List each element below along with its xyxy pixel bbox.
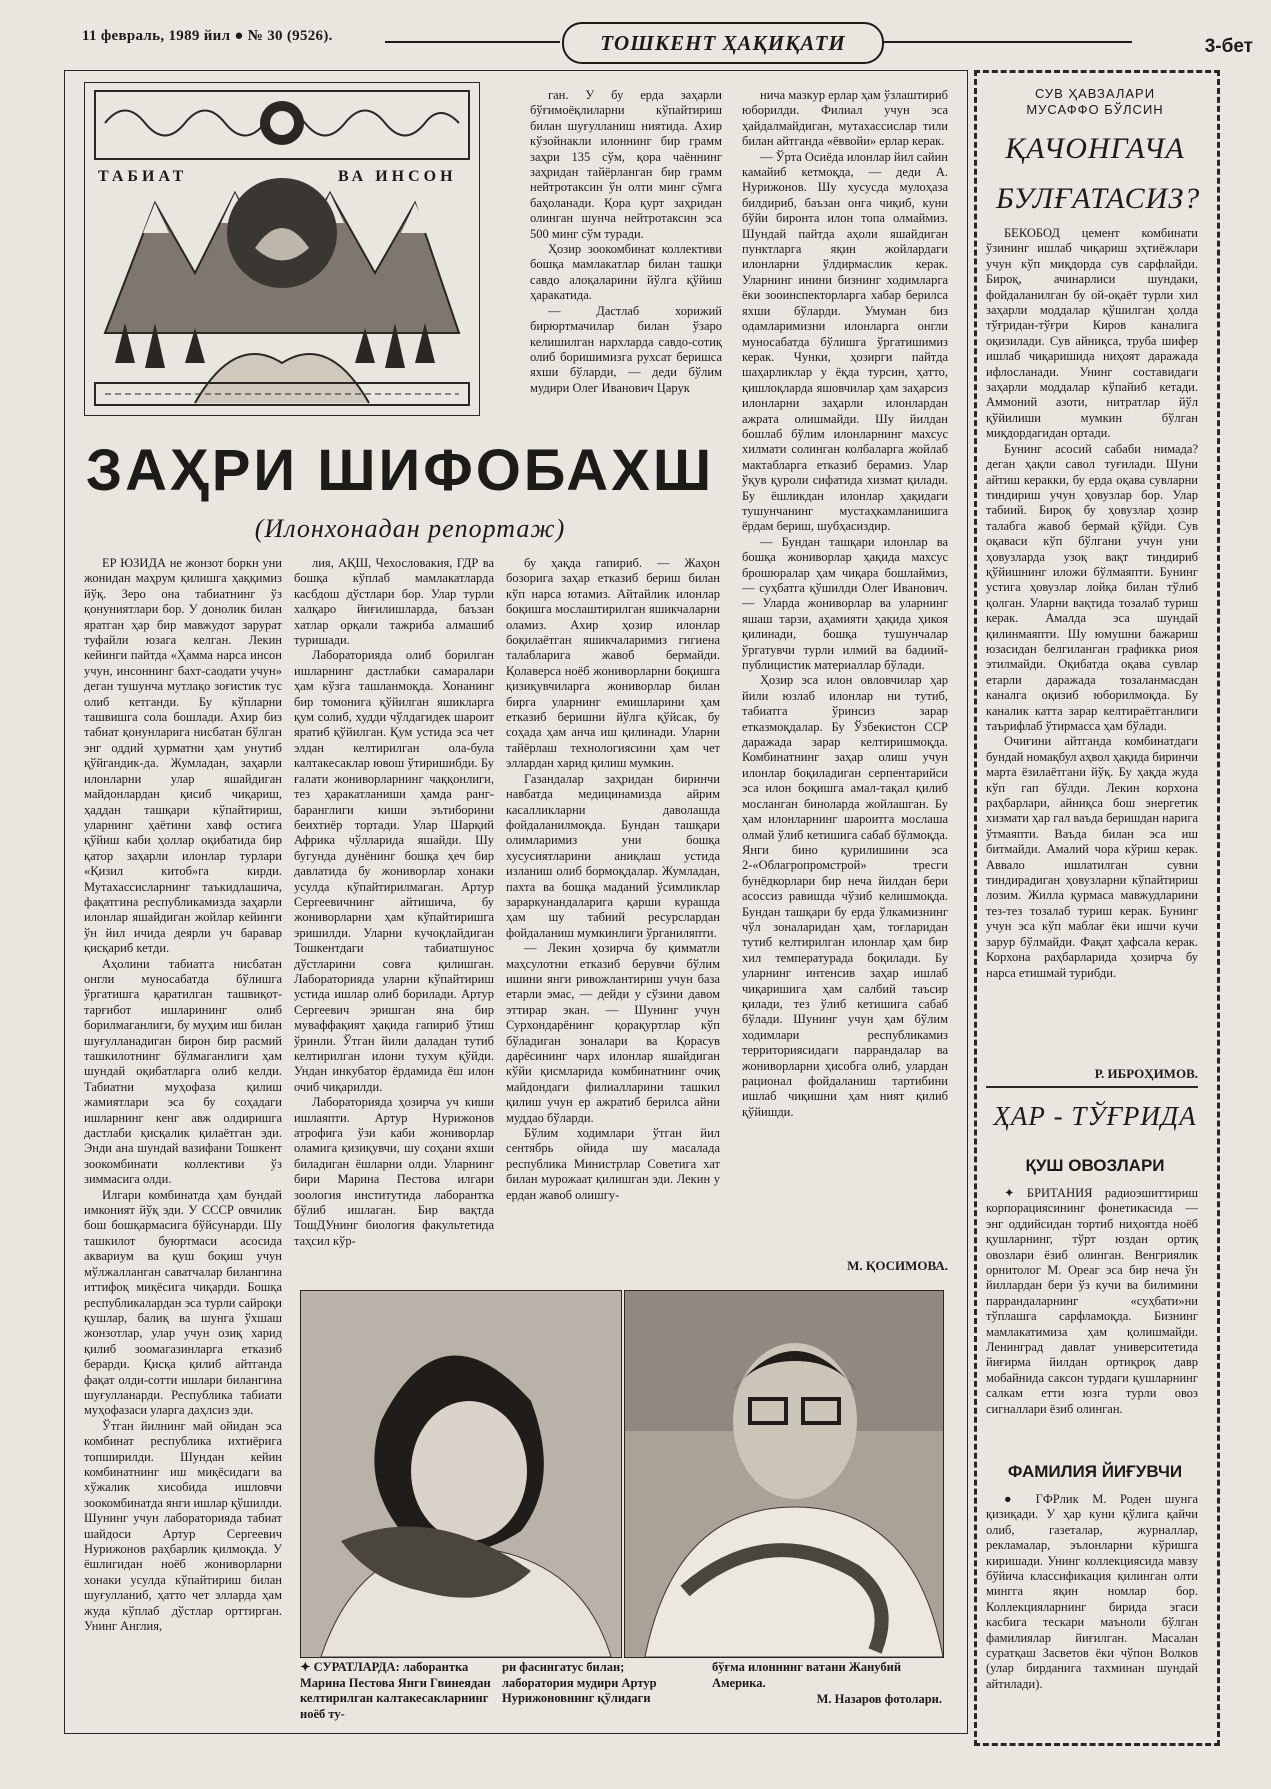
sidebar-body: [986, 226, 1198, 1066]
sidebar-paragraph: ● ГФРлик М. Роден шунга қизиқади. У ҳар куни қўлига қайчи олиб, газеталар, журналлар, рекламалар, эълонларни кўришга киришади. Унинг коллекциясида мавзу бўйича классификация қилинган олти мингга яқин номлар бор. Коллекцияларнинг бирида эгаси касбига тескари маъноли бўлган фамилиялар йиғилган. Масалан суратқаш Засветов ёки чўпон Волков (улар бирданига тахминан шундай айтилади).: [986, 1492, 1198, 1691]
nature-emblem-illustration: [85, 83, 479, 415]
article-paragraph: — Дастлаб хорижий бирюртмачилар билан ўзаро келишилган нархларда савдо-сотиқ олиб боришимизга рухсат беришса яхши бўларди, — деди бўлим мудири Олег Иванович Царук: [530, 303, 722, 395]
article-paragraph: Лабораторияда олиб борилган ишларнинг дастлабки самаралари ҳам кўзга ташланмоқда. Хонанинг бир томонига қўйилган яшикларга қум солиб, худди чўлдагидек шароит яратиб қўйилган. Қум устида эса чет элдан келтирилган ола-була калтакесаклар ювош ўтиришибди. Бу ғалати жониворларнинг чаққонлиги, тез ҳаракатланиши ҳамда ранг-баранглиги киши эътиборини беихтиёр тортади. Улар Шарқий Африка чўлларида яшайди. Шу бугунда дунёнинг бошқа ҳеч бир давлатида бу жониворлар хонаки усулда кўпайтирилмаган. Артур Сергеевичнинг айтишича, бу жониворларни ҳам кўпайтиришга эришилди. Уларни кучоқлайдиган Тошкентдаги табиатшунос дўстларини совға қилишган. Лабораторияда уларни кўпайтириш устида ишлар олиб борилади. Артур Сергеевич эришган яна бир муваффақият ҳақида гапириб ўтиш ўринли. Ўтган йили даладан тутиб келтирилган илони тухум қўйди. Ундан инкубатор ёрдамида ёш илон очиб чиқарилди.: [294, 648, 494, 1094]
section-title: ҲАР - ТЎҒРИДА: [993, 1101, 1197, 1131]
emblem-label-left: ТАБИАТ: [98, 168, 188, 185]
article-paragraph: ган. У бу ерда заҳарли бўғимоёқлиларни кўпайтириш билан шуғулланиш ниятида. Ахир кўзойнакли илоннинг бир грамм заҳри 135 сўм, қора чаённинг заҳридан тайёрланган бир грамм нейтротаксин ўн олти минг сўмга баҳоланади. Қора қурт заҳридан олинган шунча нейтротаксин эса 500 минг сўм туради.: [530, 88, 722, 241]
issue-date: 11 февраль, 1989 йил ● № 30 (9526).: [82, 28, 333, 44]
photo-credit: М. Назаров фотолари.: [816, 1692, 942, 1706]
article-paragraph: Ҳозир эса илон овловчилар ҳар йили юзлаб илонлар ни тутиб, табиатга ўринсиз зарар етказмоқдалар. Бу Ўзбекистон ССР даражада зарар келтиришмоқда. Комбинатнинг заҳар олиш учун илонлар боқиладиган серпентарийси эса илон боқишга амал-тақал қилиб мосланган биноларда жойлашган. Бу ҳам илонларнинг шароитга мослаша олмай ўлиб кетишига сабаб бўлмоқда. Янги бино қурилишини эса 2-«Облагропромстрой» тресги бунёдкорлари бир неча йилдан бери асоссиз равишда чўзиб келишмоқда. Бундан ташқари бу ерда ўлкамизнинг чўл зоналаридан ҳам, тоғларидан тутиб келтирилган илонлар ҳам бир хил температурада боқилади. Бу уларнинг интенсив заҳар ишлаб чиқаришига ҳам салбий таъсир қилади, тез ўлиб кетишига сабаб бўлади. Шунинг учун ҳам бўлим ходимлари республикамиз территориясидаги паррандалар ва жониворларни ҳисобга олиб, улардан рационал фойдаланиш тартибини ишлаб чиқишни ҳам ният қилиб қўйишди.: [742, 673, 948, 1119]
nature-emblem: [84, 82, 480, 416]
item-body-bird-sounds: [986, 1186, 1198, 1452]
article-paragraph: Аҳолини табиатга нисбатан онгли муносабатда бўлишга ўргатишга қаратилган ташвиқот-тарғибот ишларининг олиб борилмаганлиги, бу муҳим иш билан шуғулланадиган бирон бир расмий ташкилотнинг бўлмаганлиги ҳам шундай оқибатларга олиб келди. Табиатни муҳофаза қилиш жамиятлари эса бу соҳадаги ишларнинг кенг авж олдиришга дастлаби қисқалик қилаётган эди. Энди ана шундай вазифани Тошкент зоокомбинати коллективи ўз зиммасига олди.: [84, 956, 282, 1187]
emblem-label-right: ВА ИНСОН: [338, 168, 457, 185]
photo-lab-assistant: [300, 1290, 622, 1658]
article-paragraph: Газандалар заҳридан биринчи навбатда медицинамизда айрим касалликларни даволашда фойдаланилмоқда. Бундан ташқари олимларимиз уни бошқа хусусиятларини аниқлаш устида изланиш олиб бормоқдалар. Жумладан, пахта ва бошқа маданий ўсимликлар зараркунандаларига қарши курашда ҳам шу табиий ресурслардан фойдаланиш мумкинлиги ўрганиляпти.: [506, 771, 720, 940]
article-column-5: [742, 88, 948, 1228]
sidebar-title: ҚАЧОНГАЧА БУЛҒАТАСИЗ?: [996, 132, 1201, 215]
photo-caption-right: бўғма илоннинг ватани Жанубий Америка.: [712, 1660, 902, 1690]
article-paragraph: — Бундан ташқари илонлар ва бошқа жониворлар ҳақида махсус брошюралар ҳам чиқара бошлаймиз, — суҳбатга қўшилди Олег Иванович. — Уларда жониворлар ва уларнинг яшаш тарзи, аҳамияти ҳақида ҳикоя қилинади, бошқа тушунчалар ўргатувчи турли илмий ва бадиий-публицистик материаллар бўлади.: [742, 534, 948, 673]
article-column-3: [506, 556, 720, 1256]
item-body-surname-collector: [986, 1492, 1198, 1728]
article-paragraph: Лабораторияда ҳозирча уч киши ишлаяпти. Артур Нурижонов атрофига ўзи каби жониворлар оламига қизиқувчи, шу соҳани яхши биладиган ёшларни олди. Уларнинг бири Марина Пестова илгари зоология институтида лаборантка бўлиб ишлаган. Бир вақтда ТошДУнинг биология факультетида таҳсил кўр-: [294, 1095, 494, 1248]
sidebar-kicker: СУВ ҲАВЗАЛАРИ МУСАФФО БЎЛСИН: [1026, 86, 1164, 117]
article-paragraph: Бўлим ходимлари ўтган йил сентябрь ойида шу масалада республика Министрлар Советига хат билан мурожаат қилишган эди. Лекин у ердан жавоб олишгу-: [506, 1126, 720, 1202]
article-signature: М. ҚОСИМОВА.: [847, 1258, 948, 1273]
article-paragraph: Ўтган йилнинг май ойидан эса комбинат республика ихтиёрига топширилди. Шундан кейин комбинатнинг иш миқёсидаги ва хўжалик хисобида ишловчи зоокомбинатда янги ишлар қўшилди. Шунинг учун лабораторияда табиат шайдоси Артур Сергеевич Нурижонов раҳбарлик қилмоқда. У ёшлигидан ноёб жониворларни хонаки усулда кўпайтириш билан шуғулланиб, ҳатто чет элларда ҳам жуда кўплаб дўстлар орттирган. Унинг Англия,: [84, 1418, 282, 1634]
masthead: ТОШКЕНТ ҲАҚИҚАТИ: [562, 22, 884, 64]
page-number: 3-бет: [1204, 36, 1253, 57]
article-paragraph: Ҳозир зоокомбинат коллективи бошқа мамлакатлар билан ташқи савдо алоқаларини йўлга қўйиш ҳаракатида.: [530, 242, 722, 303]
header-rule-right: [882, 41, 1132, 43]
sidebar-paragraph: Очиғини айтганда комбинатдаги бундай номақбул аҳвол ҳақида биринчи марта ёзилаётгани йўқ. Бу ҳақда жуда кўп гап бўлди. Лекин корхона раҳбарлари, айниқса бош энергетик хизмати ҳар гал ваъда беришдан нарига ўтмаяпти. Ваъда билан эса иш битмайди. Амалий чора кўриш керак. Аввало ишлатилган сувни тиндирадиган ҳовузларни кўпайтириш лозим. Жилла қурмаса мавжудларини тез-тез тозалаб туриш керак. Бунинг учун эса кўп маблағ ёки ишчи кучи зарур бўлмайди. Фақат ҳафсала керак. Корхона раҳбарларида ҳозирча бу нарса етишмай турибди.: [986, 734, 1198, 980]
article-paragraph: Илгари комбинатда ҳам бундай имконият йўқ эди. У СССР овчилик бош бошқармасига бўйсунарди. Шу ташкилот буюртмаси асосида аквариум ва қуш боқиш учун мўлжалланган саватчалар билангина иттифоқ миқёсига чиқарди. Бошқа республикалардан эса турли сайроқи қушлар, балиқ ва шунга ўхшаш жонзотлар, улар учун озиқ харид қилиб зоомагазинларга етказиб берарди. Қисқа қилиб айтганда фақат олди-сотти ишлари билангина шуғулланарди. Республика табиати муҳофазаси уларга даҳлсиз эди.: [84, 1187, 282, 1418]
photo-lab-head: [624, 1290, 944, 1658]
article-column-2: [294, 556, 494, 1256]
item-title-surname-collector: ФАМИЛИЯ ЙИҒУВЧИ: [1007, 1462, 1183, 1481]
photo-caption-left: ✦ СУРАТЛАРДА: лаборантка Марина Пестова Янги Гвинеядан келтирилган калтакесакларнинг ноёб ту-: [300, 1660, 491, 1721]
sidebar-signature: Р. ИБРОҲИМОВ.: [1094, 1066, 1198, 1081]
article-paragraph: лия, АҚШ, Чехословакия, ГДР ва бошқа кўплаб мамлакатларда касбдош дўстлари бор. Улар турли халқаро йиғилишларда, баъзан хатлар орқали тажриба алмашиб туришади.: [294, 556, 494, 648]
article-column-1: [84, 556, 282, 1706]
sidebar-divider: [986, 1086, 1198, 1088]
sidebar-paragraph: БЕКОБОД цемент комбинати ўзининг ишлаб чиқариш эҳтиёжлари учун кўп миқдорда сув сарфлайди. Бироқ, ачинарлиси шундаки, фойдаланилган бу ой-оқаёт турли хил заҳарли моддалар қўшилган ҳолда тўғридан-тўғри Киров каналига оқизилади. Сув айниқса, труба шифер ишлаб чиқаришида ниҳоят даражада ифлосланади. Унинг составидаги заҳарли моддалар кўпайиб кетади. Аммоний азоти, нитратлар йўл қўйилиши мумкин бўлган миқдордагидан ортади.: [986, 226, 1198, 441]
article-paragraph: — Лекин ҳозирча бу қимматли маҳсулотни етказиб берувчи бўлим ишини янги ривожлантириш учун база етарли эмас, — дейди у сўзини давом эттирар экан. — Шунинг учун Сурхондарёнинг қорақуртлар кўп бўладиган зоналари ва Қорасув дарёсининг чарх илонлар яшайдиган кўйи қисмларида комбинатнинг очиқ майдондаги филиалларини ташкил қилиш учун ер ажратиб берилса айни муддао бўларди.: [506, 941, 720, 1125]
article-headline: ЗАҲРИ ШИФОБАХШ: [85, 438, 715, 503]
article-column-4: [530, 88, 722, 418]
article-paragraph: бу ҳақда гапириб. — Жаҳон бозорига заҳар етказиб бериш билан кўп нарса ютамиз. Айтайлик илонлар боқишга мослаштирилган яшикчаларни оламиз. Ахир ҳозир илонлар боқилаётган яшикчаларимиз гигиена талабларига жавоб бермайди. Қолаверса ноёб жониворларни боқишга қизиқувчиларга жониворлар билан бирга уларнинг емишларини ҳам етказиб беришни йўлга қўйсак, бу соҳада ҳам анча иш қилинади. Уларни тайёрлаш технологиясини ҳам чет эллардан харид қилиш мумкин.: [506, 556, 720, 771]
article-paragraph: ЕР ЮЗИДА не жонзот боркн уни жонидан маҳрум қилишга ҳаққимиз йўқ. Зеро она табиатнинг ўз қонуниятлари бор. У донолик билан яратган ҳар бир мавжудот зарурат туфайли юзага келган. Лекин кейинги пайтда «Ҳамма нарса инсон учун, инсоннинг бахт-саодати учун» деган тушунча мутлақо зоғистик тус олиб кетганди. Бу кўпларни ташвишга сола бошлади. Ахир биз табиат қонунларига нисбатан бўлган энг оддий ҳурматни ҳам унутиб қўйгандик-да. Жумладан, заҳарли илонларни улар яшайдиган майдонлардан қисиб чиқариш, ҳаддан ташқари кўпайтириш, уларнинг ҳаётини хавф остига қўйиш каби ҳоллар оқибатида бир қатор заҳарли илонлар турлари «Қизил китоб»га кирди. Мутахассисларнинг таъкидлашича, фақатгина республикамизда заҳарли илонлар яшайдиган жойлар кейинги ўн йил ичида деярли уч баравар қисқариб кетди.: [84, 556, 282, 956]
article-paragraph: — Ўрта Осиёда илонлар йил сайин камайиб кетмоқда, — деди А. Нурижонов. Шу хусусда мулоҳаза билдириб, баъзан онга чиқиб, куни бўйи биронта илон топа олмаймиз. Шундай пайтда аҳоли яшайдиган пунктларга яқин жойлардаги илонларни ўлдирмаслик керак. Уларнинг инини бизнинг ходимларга ёки зооинспекторларга хабар берилса яхши бўларди. Умуман биз одамларимизни илонларга онгли муносабатда бўлишга ўргатишимиз керак. Чунки, ҳозирги пайтда шаҳарликлар у ёқда турсин, ҳатто, қишлоқларда яшовчилар ҳам заҳарсиз илонларни заҳарли илонлардан ажрата олишмайди. Шу йилдан бошлаб бўлим илонларнинг махсус хилмати солинган колбаларга жойлаб мактабларга етказиб берамиз. Улар ўқув қуроли сифатида хизмат қилади. Бу ёшликдан илонлар ҳақидаги тушунчанинг мустаҳкамланишига ёрдам бериш, шубҳасиздир.: [742, 149, 948, 534]
article-subheadline: (Илонхонадан репортаж): [254, 514, 566, 543]
article-paragraph: нича мазкур ерлар ҳам ўзлаштириб юборилди. Филиал учун эса ҳайдалмайдиган, мутахассислар тили билан айтганда «ёввойи» ерлар керак.: [742, 88, 948, 149]
header-rule-left: [385, 41, 560, 43]
sidebar-paragraph: ✦ БРИТАНИЯ радиоэшиттириш корпорациясининг фонетикасида — энг оддийсидан тортиб ниҳоятда ноёб қушларнинг, тўрт юздан ортиқ овозлари ёзиб олинган. Венгриялик орнитолог М. Ореаг эса бир неча ўн йиллардан бери ўз кучи ва билимини паррандаларнинг «суҳбати»ни тўплашга сарфламоқда. Бизнинг мамлакатимиза ҳам қолишмайди. Ленинград давлат университетида йиғирма йилдан ортиқроқ давр мобайнида саксон турдаги қушларнинг салкам етти юзга турли овоз сигналлари ёзиб олинган.: [986, 1186, 1198, 1416]
item-title-bird-sounds: ҚУШ ОВОЗЛАРИ: [1025, 1156, 1165, 1175]
photo-caption-mid: ри фасингатус билан; лаборатория мудири Артур Нурижоновнинг қўлидаги: [502, 1660, 657, 1705]
sidebar-paragraph: Бунинг асосий сабаби нимада? деган ҳақли савол туғилади. Шуни айтиш керакки, бу ерда оқава сувларни тиндириш учун ҳовузлар бор. Улар табиий. Бироқ бу ҳовузлар ҳозир талабга жавоб бермай қўйди. Сув оқаваси кўп бўлгани учун уни ҳовузларда узоқ вақт тиндириб қўйишнинг иложи бўлмаяпти. Бунинг устига ҳовузлар лойқа билан тўлиб қолган. Уларни вақтида тозалаб туриш керак. Амалда эса шундай қилинмаяпти. Шу юмушни бажариш юзасидан белгиланган графикка риоя этилмайди. Оқибатда оқава сувлар етарли даражада тозаланмасдан каналга оқизиб юборилмоқда. Бу каналик катта зарар келтираётганлиги таърифлаб ўтирмасса ҳам бўлади.: [986, 441, 1198, 733]
